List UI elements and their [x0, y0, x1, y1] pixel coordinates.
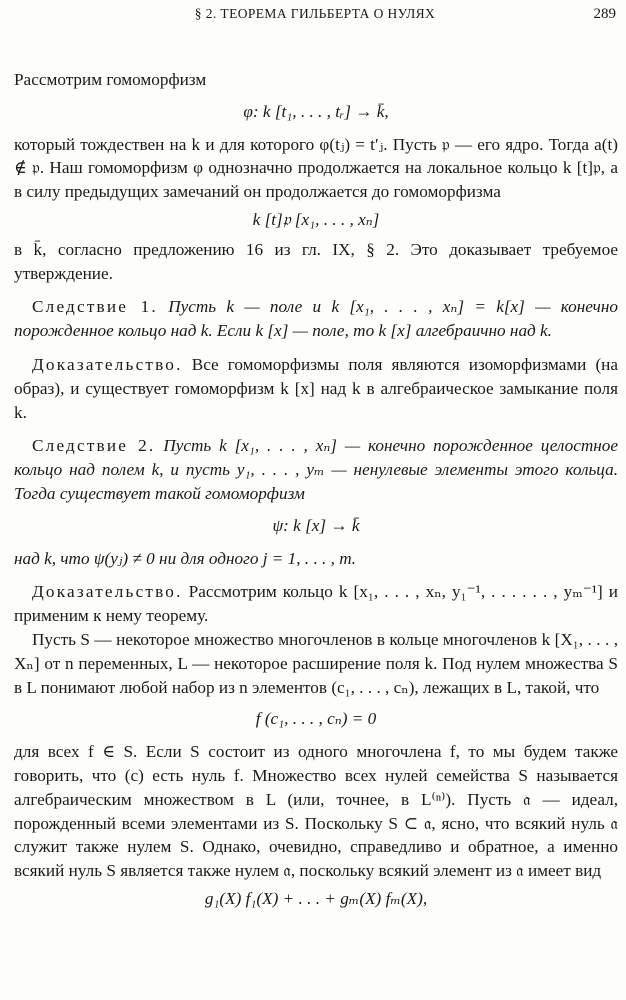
page-number: 289: [593, 6, 616, 22]
formula-phi: φ: k [t₁, . . . , tᵣ] → k̄,: [243, 101, 389, 121]
paragraph-zeros-definition: Пусть S — некоторое множество многочленов в кольце многочленов k [X₁, . . . , Xₙ] от n переменных, L — некоторое расширение поля k. Под нулем множества S в L понимают любой набор из n элементов (c₁, . . . , cₙ), лежащих в L, такой, что: [14, 629, 618, 697]
formula-psi: ψ: k [x] → k̄: [272, 515, 360, 535]
proof-1-text: Все гомоморфизмы поля являются изоморфизмами (на образ), и существует гомоморфизм k [x] над k в алгебраическое замыкание поля k.: [14, 354, 619, 422]
corollary-2-label: Следствие 2.: [32, 436, 156, 456]
proof-2: [14, 580, 618, 628]
corollary-2-text: Пусть k [x₁, . . . , xₙ] — конечно порожденное целостное кольцо над полем k, и пусть y₁, . . . , yₘ — ненулевые элементы этого кольца. Тогда существует такой гомоморфизм: [14, 436, 619, 503]
paragraph-intro: Рассмотрим гомоморфизм: [14, 70, 207, 89]
corollary-1-label: Следствие 1.: [32, 297, 158, 317]
proof-1: [14, 353, 618, 424]
formula-zero: f (c₁, . . . , cₙ) = 0: [255, 709, 377, 729]
proof-2-text: Рассмотрим кольцо k [x₁, . . . , xₙ, y₁⁻¹, . . . . . . , yₘ⁻¹] и применим к нему теорему.: [14, 582, 619, 626]
formula-ideal-element: g₁(X) f₁(X) + . . . + gₘ(X) fₘ(X),: [204, 888, 428, 908]
corollary-1: [14, 295, 618, 343]
proof-1-label: Доказательство.: [32, 354, 183, 374]
paragraph-proof-end: в k̄, согласно предложению 16 из гл. IX, § 2. Это доказывает требуемое утверждение.: [14, 239, 618, 283]
paragraph-algebraic-set: для всех f ∈ S. Если S состоит из одного многочлена f, то мы будем также говорить, что (c) есть нуль f. Множество всех нулей семейства S называется алгебраическим множеством в L (или, точнее, в L⁽ⁿ⁾). Пусть 𝔞 — идеал, порожденный всеми элементами из S. Поскольку S ⊂ 𝔞, ясно, что всякий нуль 𝔞 служит также нулем S. Однако, очевидно, справедливо и обратное, а именно всякий нуль S является также нулем 𝔞, поскольку всякий элемент из 𝔞 имеет вид: [14, 742, 618, 881]
psi-condition-text: над k, что ψ(yⱼ) ≠ 0 ни для одного j = 1, . . . , m.: [14, 548, 356, 568]
corollary-2: [14, 434, 618, 505]
page-header: [14, 6, 616, 28]
page-body: [14, 68, 618, 917]
formula-local-ring: k [t]𝔭 [x₁, . . . , xₙ]: [252, 209, 380, 229]
corollary-1-text: Пусть k — поле и k [x₁, . . . , xₙ] = k[x] — конечно порожденное кольцо над k. Если k [x] — поле, то k [x] алгебраично над k.: [14, 297, 618, 341]
paragraph-kernel: который тождествен на k и для которого φ(tⱼ) = t′ⱼ. Пусть 𝔭 — его ядро. Тогда a(t) ∉ 𝔭. Наш гомоморфизм φ однозначно продолжается на локальное кольцо k [t]𝔭, а в силу предыдущих замечаний он продолжается до гомоморфизма: [14, 134, 618, 202]
running-title: § 2. ТЕОРЕМА ГИЛЬБЕРТА О НУЛЯХ: [194, 6, 436, 21]
paragraph-psi-condition: [14, 547, 618, 571]
proof-2-label: Доказательство.: [32, 582, 183, 602]
